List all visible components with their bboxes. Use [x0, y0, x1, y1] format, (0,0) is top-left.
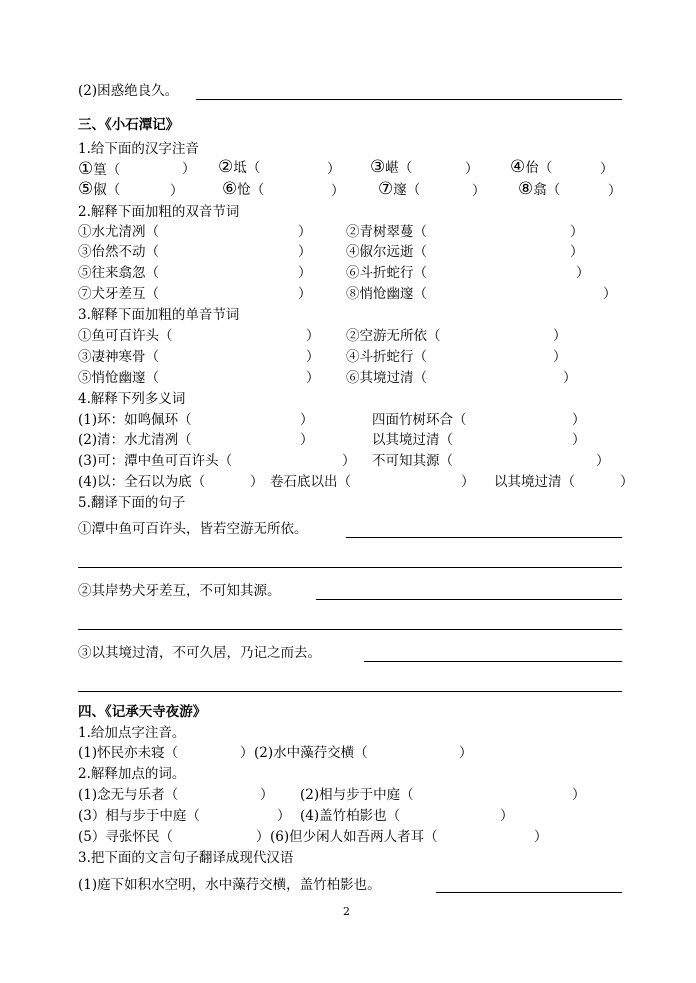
list-item: (2)水中藻荇交横（ [254, 745, 368, 761]
answer-line[interactable] [196, 99, 622, 100]
list-item: 不可知其源（ [372, 453, 453, 469]
list-item: ③凄神寒骨（ [78, 349, 159, 365]
bracket-close: ） [563, 370, 577, 386]
bracket-close: ） [465, 161, 479, 177]
s3-q3-heading: 3.解释下面加粗的单音节词 [78, 307, 240, 323]
list-item: 卷石底以出（ [270, 474, 351, 490]
bracket-close: ） [342, 453, 356, 469]
list-item: (5）寻张怀民（ [78, 829, 173, 845]
pinyin-item-6: ⑥怆（ [222, 179, 265, 199]
bracket-close: ） [298, 265, 312, 281]
s4-q3-heading: 3.把下面的文言句子翻译成现代汉语 [78, 850, 294, 866]
bracket-close: ） [300, 432, 314, 448]
list-item: ⑥其境过清（ [346, 370, 427, 386]
list-item: ⑧悄怆幽邃（ [346, 286, 427, 302]
bracket-close: ） [256, 829, 270, 845]
bracket-close: ） [534, 829, 548, 845]
bracket-close: ） [459, 745, 473, 761]
list-item: ②空游无所依（ [346, 328, 441, 344]
translate-sentence-s4: (1)庭下如积水空明，水中藻荇交横，盖竹柏影也。 [78, 877, 381, 893]
bracket-close: ） [306, 370, 320, 386]
bracket-close: ） [306, 349, 320, 365]
pinyin-item-1: ①篁（ [78, 159, 121, 179]
list-item: 以其境过清（ [494, 474, 575, 490]
list-item: (1)环：如鸣佩环（ [78, 412, 192, 428]
list-item: ②青树翠蔓（ [346, 224, 427, 240]
answer-line[interactable] [316, 599, 622, 600]
bracket-close: ） [277, 808, 291, 824]
answer-line[interactable] [364, 661, 622, 662]
list-item: (3)可：潭中鱼可百许头（ [78, 453, 233, 469]
bracket-close: ） [240, 745, 254, 761]
section-3-title: 三、《小石潭记》 [78, 117, 180, 133]
list-item: (2)相与步于中庭（ [300, 787, 414, 803]
list-item: ④斗折蛇行（ [346, 349, 427, 365]
bracket-close: ） [298, 224, 312, 240]
translate-sentence-2: ②其岸势犬牙差互，不可知其源。 [78, 583, 281, 599]
answer-line[interactable] [436, 892, 622, 893]
bracket-close: ） [306, 328, 320, 344]
bracket-close: ） [472, 183, 486, 199]
section-4-title: 四、《记承天寺夜游》 [78, 704, 207, 720]
bracket-close: ） [300, 412, 314, 428]
bracket-close: ） [298, 244, 312, 260]
pinyin-item-2: ②坻（ [218, 157, 261, 177]
bracket-close: ） [553, 349, 567, 365]
answer-line[interactable] [78, 629, 622, 630]
translate-sentence-3: ③以其境过清，不可久居，乃记之而去。 [78, 645, 321, 661]
s3-q5-heading: 5.翻译下面的句子 [78, 495, 186, 511]
s3-q2-heading: 2.解释下面加粗的双音节词 [78, 204, 240, 220]
s3-q4-heading: 4.解释下列多义词 [78, 391, 186, 407]
bracket-close: ） [572, 432, 586, 448]
list-item: ⑦犬牙差互（ [78, 286, 159, 302]
page-number: 2 [343, 905, 350, 918]
translate-sentence-1: ①潭中鱼可百许头，皆若空游无所依。 [78, 521, 308, 537]
list-item: 四面竹树环合（ [372, 412, 467, 428]
bracket-close: ） [182, 161, 196, 177]
s4-q1-heading: 1.给加点字注音。 [78, 725, 186, 741]
answer-line[interactable] [78, 567, 622, 568]
pinyin-item-7: ⑦邃（ [378, 179, 421, 199]
bracket-close: ） [570, 244, 584, 260]
bracket-close: ） [596, 453, 610, 469]
list-item: ⑥斗折蛇行（ [346, 265, 427, 281]
list-item: (4)以：全石以为底（ [78, 474, 206, 490]
bracket-close: ） [250, 474, 264, 490]
bracket-close: ） [170, 183, 184, 199]
list-item: (1)念无与乐者（ [78, 787, 179, 803]
list-item: (6)但少闲人如吾两人者耳（ [270, 829, 438, 845]
s3-q1-heading: 1.给下面的汉字注音 [78, 141, 199, 157]
bracket-close: ） [576, 265, 590, 281]
list-item: ⑤往来翕忽（ [78, 265, 159, 281]
top-question-2: (2)困惑绝良久。 [78, 83, 179, 99]
bracket-close: ） [600, 161, 614, 177]
list-item: 以其境过清（ [372, 432, 453, 448]
bracket-close: ） [260, 787, 274, 803]
pinyin-item-3: ③嵁（ [370, 157, 413, 177]
bracket-close: ） [608, 183, 622, 199]
list-item: ⑤悄怆幽邃（ [78, 370, 159, 386]
list-item: (4)盖竹柏影也（ [300, 808, 401, 824]
answer-line[interactable] [346, 537, 622, 538]
bracket-close: ） [327, 161, 341, 177]
bracket-close: ） [331, 183, 345, 199]
bracket-close: ） [500, 808, 514, 824]
list-item: (1)怀民亦未寝（ [78, 745, 179, 761]
list-item: ③佁然不动（ [78, 244, 159, 260]
bracket-close: ） [553, 328, 567, 344]
list-item: ①鱼可百许头（ [78, 328, 173, 344]
answer-line[interactable] [78, 691, 622, 692]
bracket-close: ） [603, 286, 617, 302]
list-item: ①水尤清冽（ [78, 224, 159, 240]
bracket-close: ） [461, 474, 475, 490]
list-item: (2)清：水尤清冽（ [78, 432, 192, 448]
list-item: ④俶尔远逝（ [346, 244, 427, 260]
bracket-close: ） [298, 286, 312, 302]
pinyin-item-5: ⑤俶（ [78, 179, 121, 199]
s4-q2-heading: 2.解释加点的词。 [78, 766, 186, 782]
pinyin-item-4: ④佁（ [510, 157, 553, 177]
bracket-close: ） [620, 474, 634, 490]
bracket-close: ） [572, 412, 586, 428]
bracket-close: ） [572, 787, 586, 803]
pinyin-item-8: ⑧翕（ [518, 179, 561, 199]
bracket-close: ） [570, 224, 584, 240]
list-item: (3）相与步于中庭（ [78, 808, 200, 824]
